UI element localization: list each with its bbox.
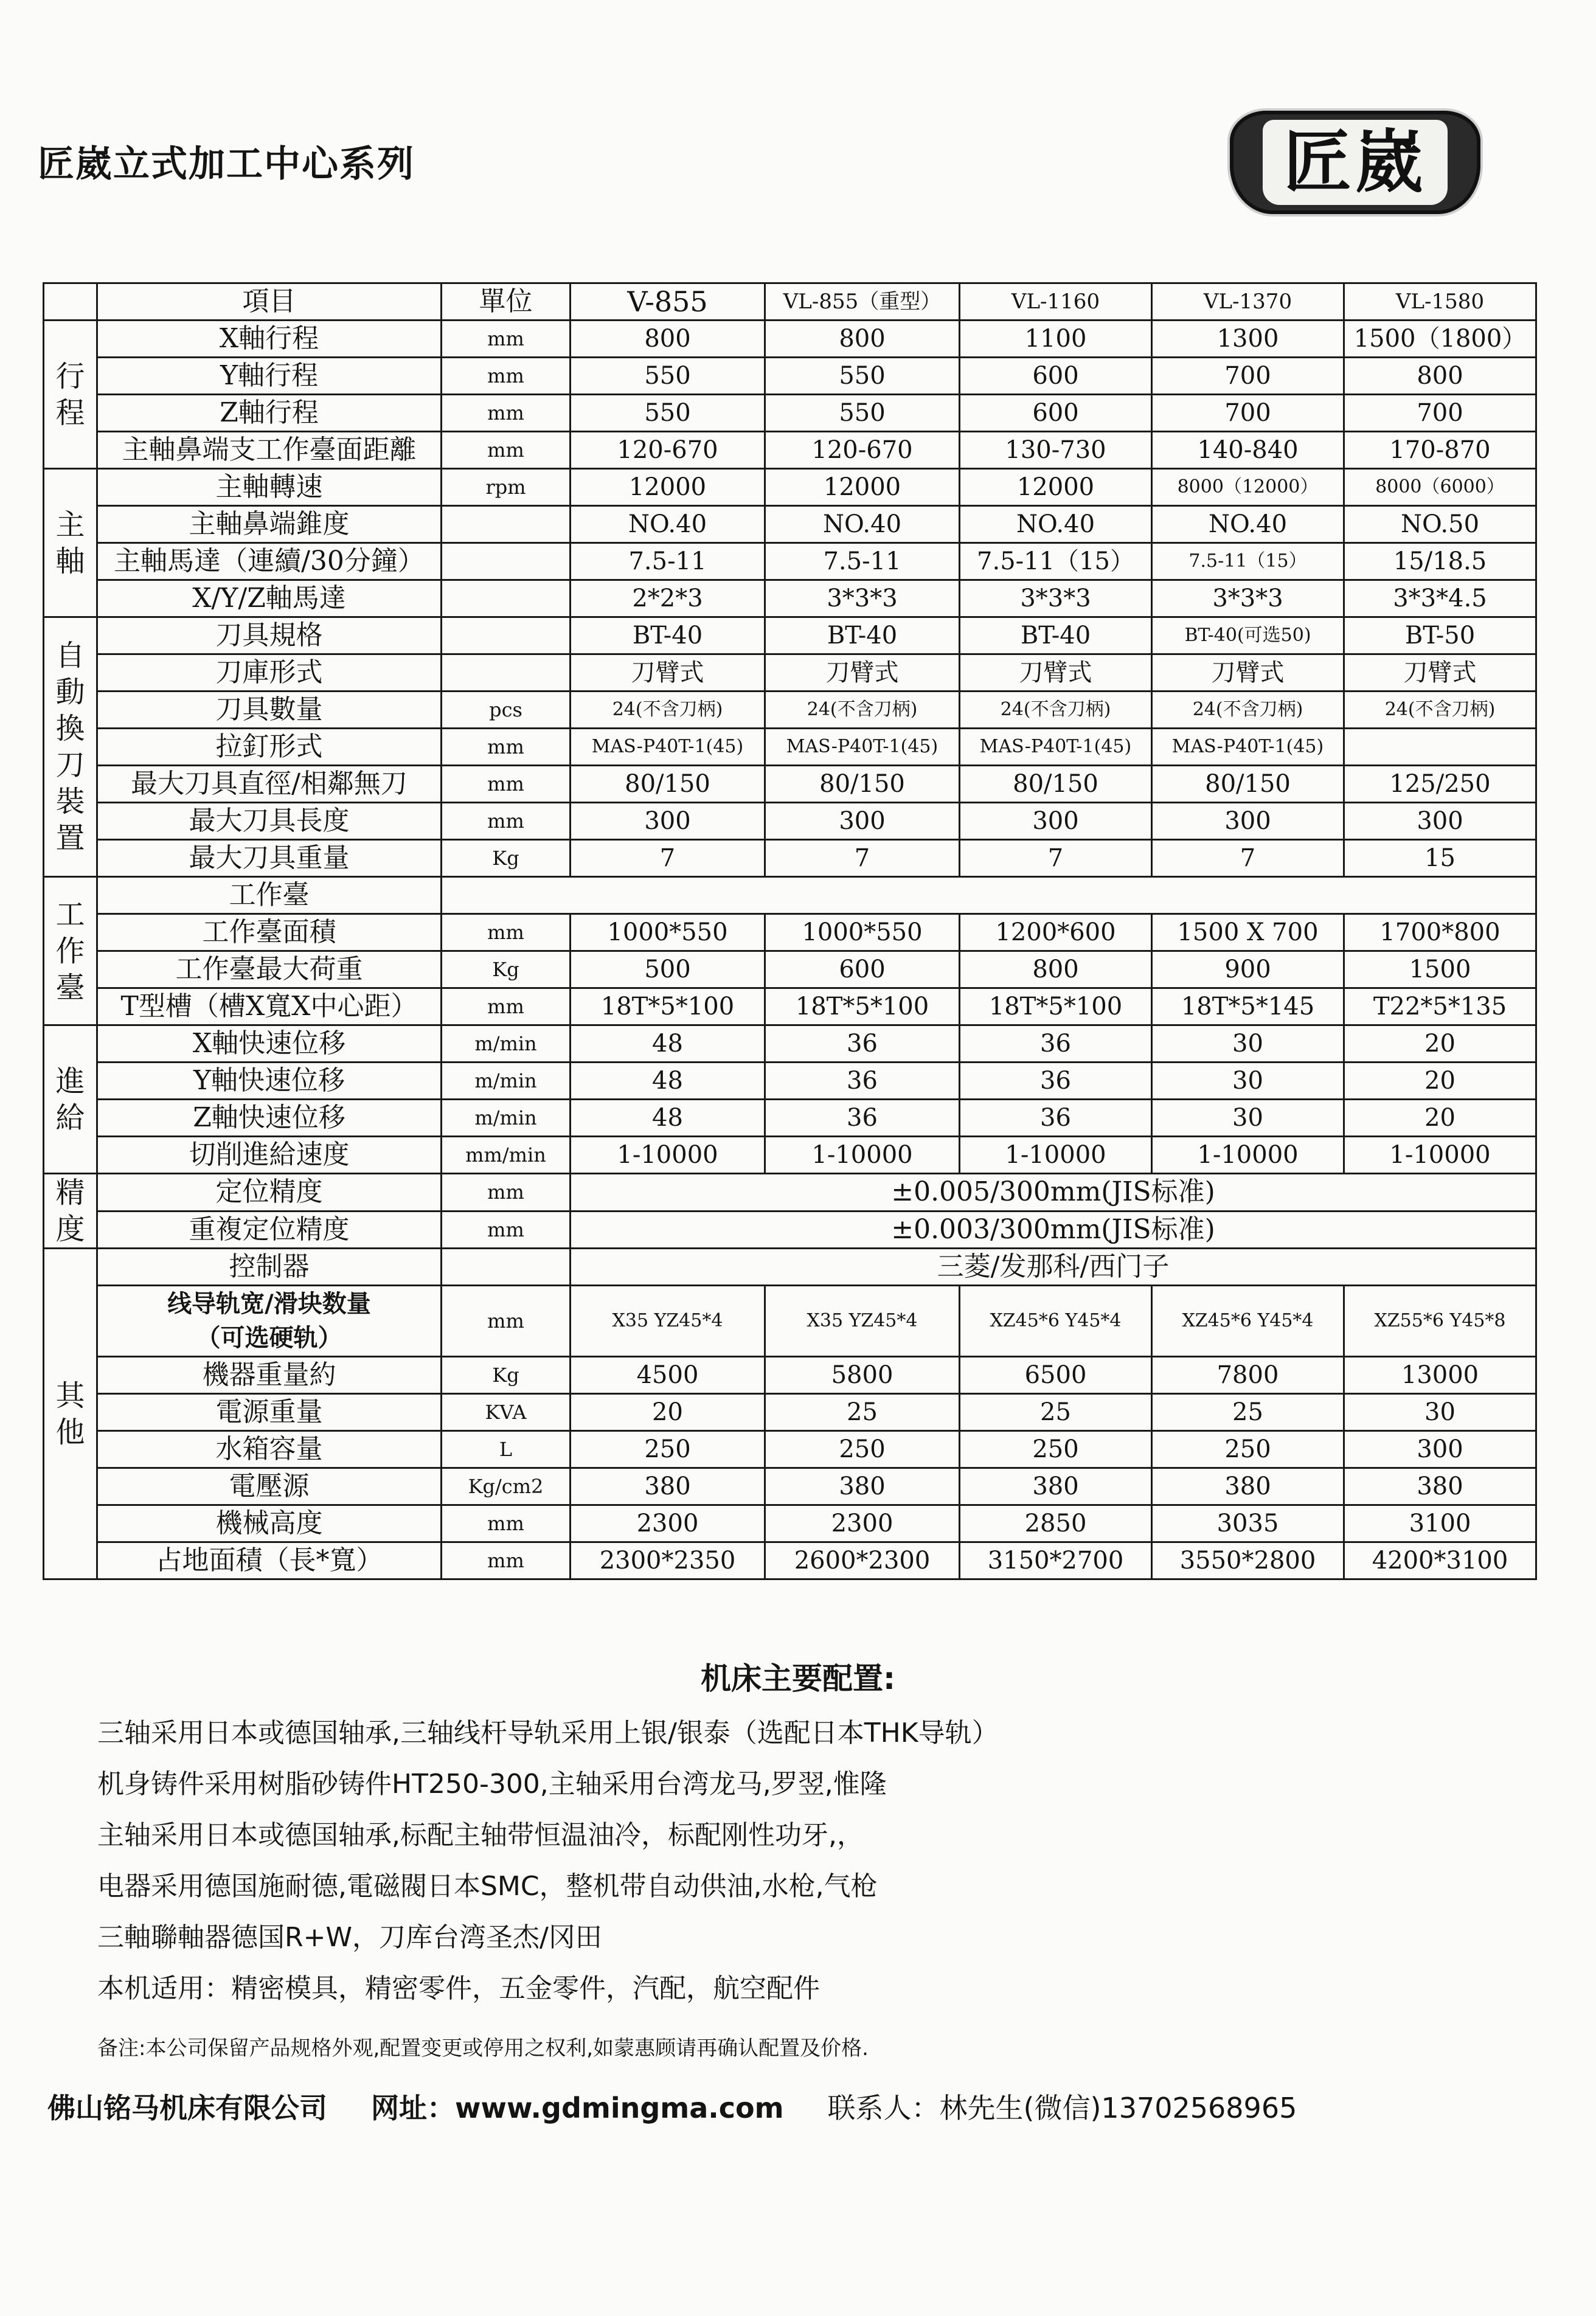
value-cell: X35 YZ45*4 [765, 1286, 960, 1357]
value-cell: MAS-P40T-1(45) [765, 729, 960, 766]
unit-cell: mm [442, 432, 571, 469]
row-label: 拉釘形式 [97, 729, 442, 766]
value-cell: 18T*5*145 [1152, 988, 1344, 1025]
value-cell: 30 [1152, 1025, 1344, 1063]
unit-cell: mm [442, 1542, 571, 1579]
contact-info: 联系人：林先生(微信)13702568965 [827, 2092, 1297, 2124]
header-unit: 單位 [442, 283, 571, 321]
header-item: 項目 [97, 283, 442, 321]
unit-cell: mm [442, 1505, 571, 1542]
empty-cell [442, 877, 1536, 914]
table-row [44, 432, 1536, 469]
unit-cell [442, 1249, 571, 1286]
group-label: 工 作 臺 [44, 877, 97, 1025]
value-cell: 1000*550 [571, 914, 765, 951]
value-cell: 1-10000 [960, 1137, 1152, 1174]
config-line: 本机适用：精密模具，精密零件，五金零件，汽配，航空配件 [97, 1973, 820, 2004]
value-cell: 36 [765, 1100, 960, 1137]
unit-cell: mm [442, 914, 571, 951]
merged-value: ±0.003/300mm(JIS标准) [571, 1211, 1536, 1249]
value-cell: 24(不含刀柄) [960, 692, 1152, 729]
table-row [44, 729, 1536, 766]
value-cell: 3*3*3 [960, 580, 1152, 617]
row-label: X/Y/Z軸馬達 [97, 580, 442, 617]
unit-cell: Kg [442, 1357, 571, 1394]
table-row [44, 580, 1536, 617]
value-cell: 2300*2350 [571, 1542, 765, 1579]
table-row [44, 469, 1536, 506]
value-cell: NO.50 [1344, 506, 1536, 543]
value-cell: 3100 [1344, 1505, 1536, 1542]
table-row [44, 1357, 1536, 1394]
value-cell: 7 [960, 840, 1152, 877]
group-label: 精 度 [44, 1174, 97, 1249]
row-label: 最大刀具重量 [97, 840, 442, 877]
group-label: 進 給 [44, 1025, 97, 1174]
value-cell: 550 [571, 395, 765, 432]
value-cell: MAS-P40T-1(45) [571, 729, 765, 766]
config-line: 电器采用德国施耐德,電磁閥日本SMC，整机带自动供油,水枪,气枪 [97, 1871, 878, 1902]
value-cell: 3035 [1152, 1505, 1344, 1542]
unit-cell [442, 617, 571, 654]
row-label: Z軸行程 [97, 395, 442, 432]
unit-cell: pcs [442, 692, 571, 729]
row-label: 控制器 [97, 1249, 442, 1286]
value-cell: 1700*800 [1344, 914, 1536, 951]
table-row [44, 1505, 1536, 1542]
value-cell: 48 [571, 1063, 765, 1100]
value-cell: 20 [571, 1394, 765, 1431]
document-title: 匠崴立式加工中心系列 [38, 143, 415, 185]
value-cell: 刀臂式 [960, 654, 1152, 692]
value-cell: NO.40 [960, 506, 1152, 543]
value-cell: 8000（6000） [1344, 469, 1536, 506]
table-row [44, 1100, 1536, 1137]
value-cell: 550 [765, 358, 960, 395]
unit-cell: rpm [442, 469, 571, 506]
value-cell: 1500 [1344, 951, 1536, 988]
group-label: 其 他 [44, 1249, 97, 1579]
table-row [44, 1211, 1536, 1249]
row-label: 工作臺 [97, 877, 442, 914]
value-cell: 7.5-11 [571, 543, 765, 580]
row-label: X軸快速位移 [97, 1025, 442, 1063]
value-cell: 36 [960, 1100, 1152, 1137]
value-cell: 13000 [1344, 1357, 1536, 1394]
table-row [44, 654, 1536, 692]
row-label: 最大刀具直徑/相鄰無刀 [97, 766, 442, 803]
value-cell: 刀臂式 [765, 654, 960, 692]
unit-cell: mm [442, 988, 571, 1025]
unit-cell: mm [442, 1211, 571, 1249]
table-row [44, 1468, 1536, 1505]
value-cell: 24(不含刀柄) [1152, 692, 1344, 729]
value-cell: 600 [960, 395, 1152, 432]
value-cell: 600 [765, 951, 960, 988]
row-label-line: （可选硬轨） [196, 1324, 342, 1352]
value-cell: 600 [960, 358, 1152, 395]
value-cell: 30 [1152, 1063, 1344, 1100]
value-cell: 800 [765, 321, 960, 358]
value-cell: 12000 [765, 469, 960, 506]
website-link[interactable]: 网址：www.gdmingma.com [371, 2092, 784, 2124]
row-label: 主軸鼻端錐度 [97, 506, 442, 543]
row-label-line: 线导轨宽/滑块数量 [167, 1290, 371, 1318]
value-cell: NO.40 [765, 506, 960, 543]
value-cell: 6500 [960, 1357, 1152, 1394]
row-label: Z軸快速位移 [97, 1100, 442, 1137]
value-cell: BT-40 [960, 617, 1152, 654]
value-cell: 12000 [571, 469, 765, 506]
table-row [44, 543, 1536, 580]
table-row [44, 506, 1536, 543]
value-cell: 380 [765, 1468, 960, 1505]
row-label: 水箱容量 [97, 1431, 442, 1468]
unit-cell: L [442, 1431, 571, 1468]
unit-cell [442, 580, 571, 617]
table-row [44, 1394, 1536, 1431]
row-label: 電源重量 [97, 1394, 442, 1431]
value-cell: 18T*5*100 [765, 988, 960, 1025]
row-label: 工作臺最大荷重 [97, 951, 442, 988]
value-cell: 80/150 [1152, 766, 1344, 803]
value-cell: 5800 [765, 1357, 960, 1394]
config-list [97, 1708, 999, 2014]
value-cell: 3*3*4.5 [1344, 580, 1536, 617]
row-label: 重複定位精度 [97, 1211, 442, 1249]
value-cell: XZ45*6 Y45*4 [960, 1286, 1152, 1357]
value-cell: 3*3*3 [1152, 580, 1344, 617]
corner-cell [44, 283, 97, 321]
value-cell: 300 [1152, 803, 1344, 840]
row-label: Y軸快速位移 [97, 1063, 442, 1100]
value-cell: XZ55*6 Y45*8 [1344, 1286, 1536, 1357]
value-cell: 36 [765, 1025, 960, 1063]
spec-table [43, 282, 1537, 1580]
value-cell: 300 [1344, 803, 1536, 840]
value-cell: 250 [960, 1431, 1152, 1468]
row-label: 刀庫形式 [97, 654, 442, 692]
value-cell: 380 [1152, 1468, 1344, 1505]
unit-cell: Kg/cm2 [442, 1468, 571, 1505]
unit-cell [442, 506, 571, 543]
unit-cell: mm [442, 766, 571, 803]
table-row [44, 840, 1536, 877]
value-cell: MAS-P40T-1(45) [1152, 729, 1344, 766]
value-cell: 80/150 [571, 766, 765, 803]
header-model: VL-1160 [960, 283, 1152, 321]
unit-cell: mm [442, 1286, 571, 1357]
row-label: 工作臺面積 [97, 914, 442, 951]
value-cell: XZ45*6 Y45*4 [1152, 1286, 1344, 1357]
header-row [44, 283, 1536, 321]
row-label: T型槽（槽X寬X中心距） [97, 988, 442, 1025]
value-cell: 300 [571, 803, 765, 840]
config-line: 机身铸件采用树脂砂铸件HT250-300,主轴采用台湾龙马,罗翌,惟隆 [97, 1769, 887, 1800]
config-line: 三轴采用日本或德国轴承,三轴线杆导轨采用上银/银泰（选配日本THK导轨） [97, 1718, 999, 1749]
table-row [44, 395, 1536, 432]
value-cell: 120-670 [571, 432, 765, 469]
value-cell: 380 [1344, 1468, 1536, 1505]
table-row [44, 1249, 1536, 1286]
table-row [44, 321, 1536, 358]
value-cell: 800 [1344, 358, 1536, 395]
value-cell: 250 [765, 1431, 960, 1468]
row-label: 主軸轉速 [97, 469, 442, 506]
value-cell: 550 [571, 358, 765, 395]
value-cell: 25 [960, 1394, 1152, 1431]
value-cell: 800 [960, 951, 1152, 988]
value-cell: BT-40 [571, 617, 765, 654]
value-cell: 300 [960, 803, 1152, 840]
value-cell: BT-40 [765, 617, 960, 654]
table-row [44, 1431, 1536, 1468]
group-label: 主 軸 [44, 469, 97, 617]
header-model: VL-1580 [1344, 283, 1536, 321]
header-model: VL-855（重型） [765, 283, 960, 321]
value-cell: 12000 [960, 469, 1152, 506]
merged-value: ±0.005/300mm(JIS标准) [571, 1174, 1536, 1212]
row-label: 主軸鼻端支工作臺面距離 [97, 432, 442, 469]
value-cell: 700 [1152, 395, 1344, 432]
value-cell: 3*3*3 [765, 580, 960, 617]
value-cell: 120-670 [765, 432, 960, 469]
brand-logo-text: 匠崴 [1263, 120, 1448, 205]
value-cell: 2300 [765, 1505, 960, 1542]
unit-cell: mm [442, 1174, 571, 1212]
unit-cell: mm/min [442, 1137, 571, 1174]
unit-cell: m/min [442, 1100, 571, 1137]
value-cell: MAS-P40T-1(45) [960, 729, 1152, 766]
unit-cell: mm [442, 321, 571, 358]
value-cell: 25 [765, 1394, 960, 1431]
value-cell: 130-730 [960, 432, 1152, 469]
config-line: 主轴采用日本或德国轴承,标配主轴带恒温油冷，标配刚性功牙,， [97, 1820, 864, 1851]
value-cell: 18T*5*100 [571, 988, 765, 1025]
merged-value: 三菱/发那科/西门子 [571, 1249, 1536, 1286]
value-cell: T22*5*135 [1344, 988, 1536, 1025]
row-label: 切削進給速度 [97, 1137, 442, 1174]
value-cell: 2600*2300 [765, 1542, 960, 1579]
row-label: 刀具規格 [97, 617, 442, 654]
value-cell: 20 [1344, 1063, 1536, 1100]
value-cell: BT-40(可选50) [1152, 617, 1344, 654]
value-cell: 125/250 [1344, 766, 1536, 803]
value-cell: 36 [765, 1063, 960, 1100]
table-row [44, 803, 1536, 840]
value-cell: 300 [1344, 1431, 1536, 1468]
value-cell: 1-10000 [1152, 1137, 1344, 1174]
value-cell: 2850 [960, 1505, 1152, 1542]
value-cell: 刀臂式 [571, 654, 765, 692]
value-cell: 7 [571, 840, 765, 877]
table-row [44, 988, 1536, 1025]
table-row [44, 1286, 1536, 1357]
row-label: 刀具數量 [97, 692, 442, 729]
value-cell: 7.5-11（15） [960, 543, 1152, 580]
value-cell: 2300 [571, 1505, 765, 1542]
unit-cell: mm [442, 803, 571, 840]
value-cell: 300 [765, 803, 960, 840]
value-cell: 800 [571, 321, 765, 358]
value-cell: 140-840 [1152, 432, 1344, 469]
value-cell: 7 [765, 840, 960, 877]
group-label: 行 程 [44, 321, 97, 469]
row-label: 機器重量約 [97, 1357, 442, 1394]
value-cell: 380 [571, 1468, 765, 1505]
value-cell: 48 [571, 1025, 765, 1063]
table-row [44, 692, 1536, 729]
value-cell: 15/18.5 [1344, 543, 1536, 580]
value-cell: 4200*3100 [1344, 1542, 1536, 1579]
row-label: 定位精度 [97, 1174, 442, 1212]
value-cell: X35 YZ45*4 [571, 1286, 765, 1357]
value-cell: 1500 X 700 [1152, 914, 1344, 951]
group-label: 自 動 換 刀 裝 置 [44, 617, 97, 877]
value-cell: 700 [1344, 395, 1536, 432]
value-cell: 80/150 [765, 766, 960, 803]
table-row [44, 358, 1536, 395]
value-cell: 1-10000 [1344, 1137, 1536, 1174]
header-model: V-855 [571, 283, 765, 321]
value-cell: 30 [1344, 1394, 1536, 1431]
table-row [44, 877, 1536, 914]
value-cell: 250 [571, 1431, 765, 1468]
unit-cell [442, 543, 571, 580]
brand-logo [1230, 111, 1480, 214]
value-cell: 24(不含刀柄) [571, 692, 765, 729]
value-cell: 80/150 [960, 766, 1152, 803]
value-cell: 1000*550 [765, 914, 960, 951]
unit-cell: mm [442, 395, 571, 432]
value-cell: 30 [1152, 1100, 1344, 1137]
value-cell: 3550*2800 [1152, 1542, 1344, 1579]
value-cell: 20 [1344, 1100, 1536, 1137]
row-label: 機械高度 [97, 1505, 442, 1542]
value-cell: 1500（1800） [1344, 321, 1536, 358]
table-row [44, 951, 1536, 988]
value-cell: 15 [1344, 840, 1536, 877]
table-row [44, 766, 1536, 803]
value-cell: 刀臂式 [1344, 654, 1536, 692]
unit-cell: mm [442, 729, 571, 766]
value-cell: 36 [960, 1063, 1152, 1100]
table-row [44, 1063, 1536, 1100]
value-cell: 1-10000 [571, 1137, 765, 1174]
value-cell: 25 [1152, 1394, 1344, 1431]
company-name: 佛山铭马机床有限公司 [47, 2092, 327, 2124]
value-cell: 1200*600 [960, 914, 1152, 951]
value-cell: 4500 [571, 1357, 765, 1394]
table-row [44, 914, 1536, 951]
row-label: 占地面積（長*寬） [97, 1542, 442, 1579]
row-label: 電壓源 [97, 1468, 442, 1505]
value-cell: 24(不含刀柄) [1344, 692, 1536, 729]
value-cell: 8000（12000） [1152, 469, 1344, 506]
value-cell: 1100 [960, 321, 1152, 358]
value-cell: 48 [571, 1100, 765, 1137]
value-cell: 2*2*3 [571, 580, 765, 617]
config-line: 三軸聯軸器德国R+W，刀库台湾圣杰/冈田 [97, 1922, 602, 1953]
unit-cell: Kg [442, 840, 571, 877]
value-cell: BT-50 [1344, 617, 1536, 654]
unit-cell: m/min [442, 1025, 571, 1063]
value-cell: 刀臂式 [1152, 654, 1344, 692]
value-cell: 7.5-11 [765, 543, 960, 580]
value-cell: 900 [1152, 951, 1344, 988]
row-label: X軸行程 [97, 321, 442, 358]
value-cell: NO.40 [571, 506, 765, 543]
value-cell: 170-870 [1344, 432, 1536, 469]
value-cell: 20 [1344, 1025, 1536, 1063]
unit-cell: Kg [442, 951, 571, 988]
value-cell: 380 [960, 1468, 1152, 1505]
header-model: VL-1370 [1152, 283, 1344, 321]
row-label: 最大刀具長度 [97, 803, 442, 840]
value-cell: 24(不含刀柄) [765, 692, 960, 729]
value-cell: 1300 [1152, 321, 1344, 358]
value-cell: 36 [960, 1025, 1152, 1063]
value-cell: NO.40 [1152, 506, 1344, 543]
value-cell: 18T*5*100 [960, 988, 1152, 1025]
value-cell: 1-10000 [765, 1137, 960, 1174]
unit-cell: mm [442, 358, 571, 395]
value-cell: 700 [1152, 358, 1344, 395]
value-cell: 550 [765, 395, 960, 432]
unit-cell [442, 654, 571, 692]
unit-cell: KVA [442, 1394, 571, 1431]
table-row [44, 1542, 1536, 1579]
unit-cell: m/min [442, 1063, 571, 1100]
table-row [44, 1025, 1536, 1063]
value-cell [1344, 729, 1536, 766]
table-row [44, 617, 1536, 654]
value-cell: 7 [1152, 840, 1344, 877]
row-label [97, 1286, 442, 1357]
table-row [44, 1137, 1536, 1174]
row-label: Y軸行程 [97, 358, 442, 395]
value-cell: 7800 [1152, 1357, 1344, 1394]
disclaimer-note: 备注:本公司保留产品规格外观,配置变更或停用之权利,如蒙惠顾请再确认配置及价格. [97, 2036, 869, 2061]
table-row [44, 1174, 1536, 1212]
footer [47, 2086, 1331, 2126]
value-cell: 7.5-11（15） [1152, 543, 1344, 580]
value-cell: 500 [571, 951, 765, 988]
config-title: 机床主要配置: [701, 1661, 895, 1696]
value-cell: 250 [1152, 1431, 1344, 1468]
row-label: 主軸馬達（連續/30分鐘） [97, 543, 442, 580]
value-cell: 3150*2700 [960, 1542, 1152, 1579]
